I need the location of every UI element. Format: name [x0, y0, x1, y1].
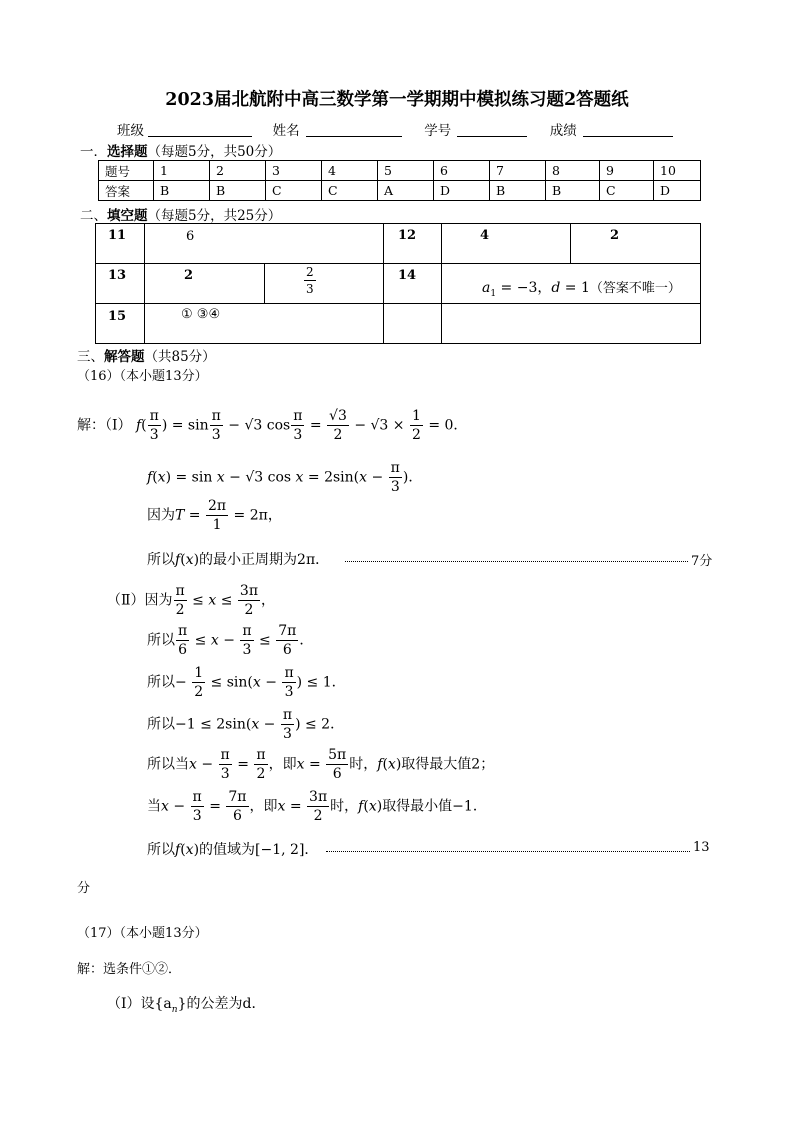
table-cell: C [266, 181, 322, 201]
table-cell: D [654, 181, 701, 201]
q17-choose: 解：选条件①②． [77, 962, 182, 977]
col-divider [570, 223, 571, 264]
q11-answer: 6 [186, 229, 195, 244]
name-label: 姓名 [272, 123, 300, 139]
id-field[interactable] [457, 122, 527, 137]
col-divider [144, 223, 145, 343]
q16-line1: 解：（Ⅰ） f( $\frac{\pi}{3}$ ) = sin $\frac{\pi}{3}$ − √3 cos $\frac{\pi}{3}$ = $\frac{√3}{2}$ − √3 × $\frac{1}{2}$ = 0． [77, 408, 468, 443]
q12-answer-1: 4 [480, 228, 490, 243]
table-cell: 6 [434, 161, 490, 181]
q16-line3: 因为T = $\frac{2\pi}{1}$ = 2π， [147, 498, 282, 533]
row-divider [95, 303, 700, 304]
dotted-leader [326, 851, 690, 852]
table-cell: D [434, 181, 490, 201]
q16-line2: f(x) = sin x − √3 cos x = 2sin(x − $\frac{\pi}{3}$ )． [147, 460, 423, 495]
q17-line1: （Ⅰ）设$\{a_n\}$的公差为d． [107, 996, 266, 1015]
q12-label: 12 [398, 228, 417, 243]
table-cell: B [490, 181, 546, 201]
table-cell: 8 [546, 161, 600, 181]
section2-heading: 二、填空题（每题5分，共25分） [80, 208, 282, 224]
table-cell: 9 [600, 161, 654, 181]
q16-line5: （Ⅱ）因为 $\frac{\pi}{2}$ ≤ x ≤ $\frac{3\pi}{2}$ ， [107, 583, 276, 618]
q16-score-13: 13 [693, 840, 710, 855]
q16-line7: 所以− $\frac{1}{2}$ ≤ sin(x − $\frac{\pi}{3}$ ) ≤ 1． [147, 665, 346, 700]
class-field[interactable] [148, 122, 252, 137]
col-divider [264, 263, 265, 304]
table-cell: B [546, 181, 600, 201]
q16-line9: 所以当x − $\frac{\pi}{3}$ = $\frac{\pi}{2}$ ，即x = $\frac{5\pi}{6}$ 时，f(x)取得最大值2； [147, 747, 495, 782]
table-cell: 7 [490, 161, 546, 181]
q15-label: 15 [108, 309, 127, 324]
score-field[interactable] [583, 122, 673, 137]
q16-line10: 当x − $\frac{\pi}{3}$ = $\frac{7\pi}{6}$ ，即x = $\frac{3\pi}{2}$ 时，f(x)取得最小值−1． [147, 789, 487, 824]
col-divider [441, 223, 442, 343]
q16-line8: 所以−1 ≤ 2sin(x − $\frac{\pi}{3}$ ) ≤ 2． [147, 707, 345, 742]
q14-label: 14 [398, 268, 417, 283]
table-cell: C [322, 181, 378, 201]
table-row [99, 181, 701, 201]
section1-heading: 一．选择题（每题5分，共50分） [80, 144, 282, 160]
table-cell: 4 [322, 161, 378, 181]
q16-score-13-unit: 分 [77, 881, 91, 896]
choice-answer-table [98, 160, 701, 201]
row-label: 答案 [99, 181, 154, 201]
q11-label: 11 [108, 228, 127, 243]
table-cell: B [210, 181, 266, 201]
q17-header: （17）（本小题13分） [77, 926, 208, 941]
name-field[interactable] [306, 122, 402, 137]
col-divider [383, 223, 384, 343]
table-cell: 10 [654, 161, 701, 181]
q13-answer-1: 2 [184, 268, 194, 283]
table-cell: 3 [266, 161, 322, 181]
q13-answer-2: $\frac{2}{3}$ [306, 265, 314, 296]
q15-answer: ① ③④ [181, 307, 221, 322]
score-label: 成绩 [549, 123, 577, 139]
q13-label: 13 [108, 268, 127, 283]
table-cell: 1 [154, 161, 210, 181]
row-label: 题号 [99, 161, 154, 181]
info-line [117, 119, 673, 139]
section3-heading: 三、解答题（共85分） [77, 349, 216, 365]
q16-line6: 所以 $\frac{\pi}{6}$ ≤ x − $\frac{\pi}{3}$ ≤ $\frac{7\pi}{6}$ ． [147, 623, 314, 658]
table-cell: C [600, 181, 654, 201]
q16-score-7: 7分 [691, 554, 713, 569]
q16-line11: 所以f(x)的值域为[−1, 2]． [147, 842, 319, 858]
table-cell: 5 [378, 161, 434, 181]
id-label: 学号 [424, 123, 452, 139]
q16-header: （16）（本小题13分） [77, 369, 208, 384]
dotted-leader [345, 561, 688, 562]
page-title: 2023届北航附中高三数学第一学期期中模拟练习题2答题纸 [165, 90, 629, 110]
table-cell: 2 [210, 161, 266, 181]
table-cell: A [378, 181, 434, 201]
table-cell: B [154, 181, 210, 201]
q12-answer-2: 2 [610, 228, 620, 243]
q16-line4: 所以f(x)的最小正周期为2π． [147, 552, 330, 568]
row-divider [95, 263, 700, 264]
table-row [99, 161, 701, 181]
q14-answer: $a_1 = -3$，d = 1（答案不唯一） [482, 280, 681, 299]
class-label: 班级 [117, 123, 144, 139]
